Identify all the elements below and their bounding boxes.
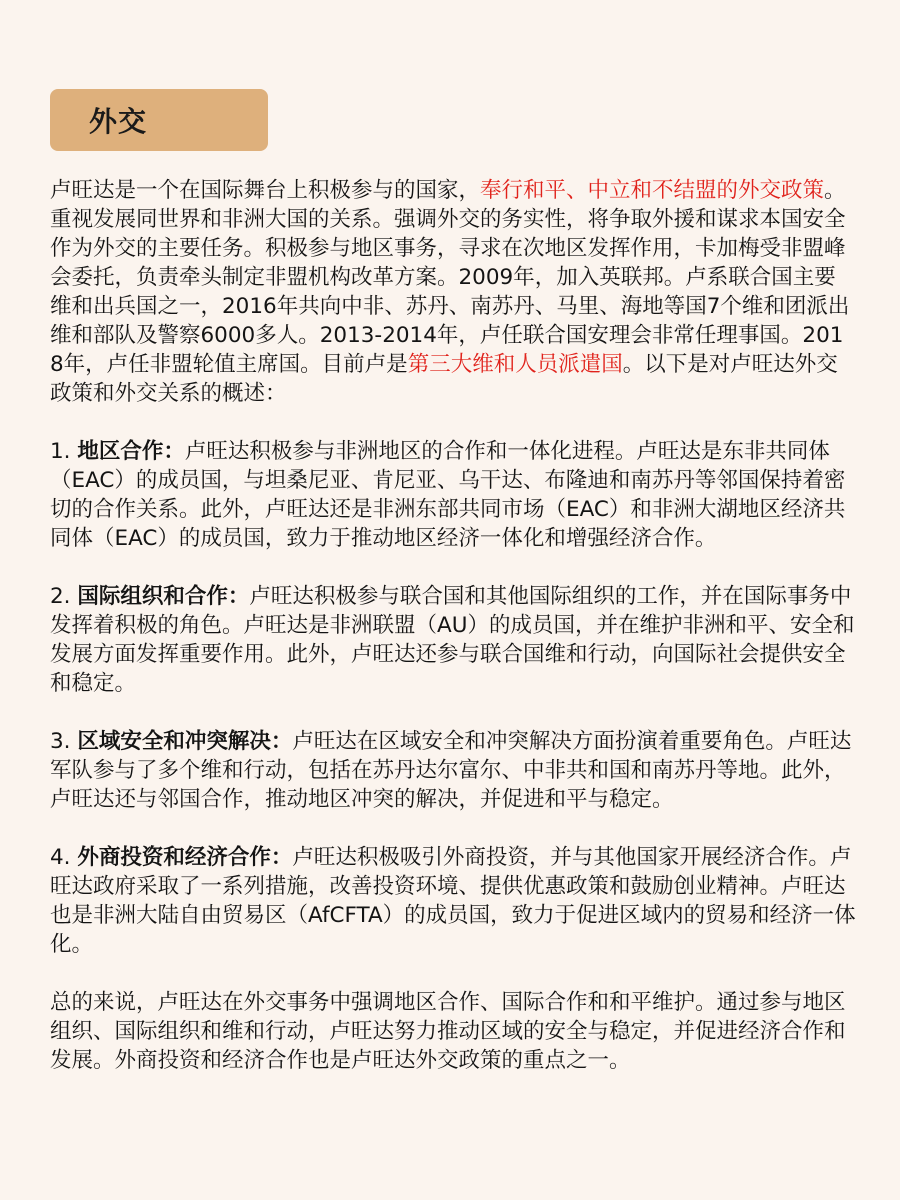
section-number: 2.	[50, 584, 78, 609]
intro-paragraph	[50, 176, 856, 408]
section-international-organizations	[50, 582, 856, 698]
section-text: 卢旺达积极吸引外商投资，并与其他国家开展经济合作。卢旺达政府采取了一系列措施，改善投资环境、提供优惠政策和鼓励创业精神。卢旺达也是非洲大陆自由贸易区（AfCFTA）的成员国，致力于促进区域内的贸易和经济一体化。	[50, 845, 856, 957]
intro-highlight-1: 奉行和平、中立和不结盟的外交政策	[480, 178, 825, 203]
section-regional-security	[50, 727, 856, 814]
section-heading: 国际组织和合作：	[77, 584, 250, 609]
section-regional-cooperation	[50, 437, 856, 553]
intro-text-1: 卢旺达是一个在国际舞台上积极参与的国家，	[50, 178, 481, 203]
section-number: 3.	[50, 729, 78, 754]
section-number: 1.	[50, 439, 78, 464]
article-body	[50, 176, 856, 1104]
intro-highlight-2: 第三大维和人员派遣国	[407, 352, 623, 377]
title-badge	[50, 89, 268, 151]
section-text: 卢旺达积极参与联合国和其他国际组织的工作，并在国际事务中发挥着积极的角色。卢旺达是非洲联盟（AU）的成员国，并在维护非洲和平、安全和发展方面发挥重要作用。此外，卢旺达还参与联合国维和行动，向国际社会提供安全和稳定。	[50, 584, 855, 696]
conclusion-paragraph: 总的来说，卢旺达在外交事务中强调地区合作、国际合作和和平维护。通过参与地区组织、国际组织和维和行动，卢旺达努力推动区域的安全与稳定，并促进经济合作和发展。外商投资和经济合作也是卢旺达外交政策的重点之一。	[50, 990, 846, 1073]
intro-text-2: 。重视发展同世界和非洲大国的关系。强调外交的务实性，将争取外援和谋求本国安全作为外交的主要任务。积极参与地区事务，寻求在次地区发挥作用，卡加梅受非盟峰会委托，负责牵头制定非盟机构改革方案。2009年，加入英联邦。卢系联合国主要维和出兵国之一，2016年共向中非、苏丹、南苏丹、马里、海地等国7个维和团派出维和部队及警察6000多人。2013-2014年，卢任联合国安理会非常任理事国。2018年，卢任非盟轮值主席国。目前卢是	[50, 178, 850, 377]
section-heading: 地区合作：	[77, 439, 185, 464]
section-number: 4.	[50, 845, 78, 870]
intro-text-3: 。以下是对卢旺达外交政策和外交关系的概述：	[50, 352, 838, 406]
section-heading: 区域安全和冲突解决：	[77, 729, 293, 754]
section-text: 卢旺达积极参与非洲地区的合作和一体化进程。卢旺达是东非共同体（EAC）的成员国，与坦桑尼亚、肯尼亚、乌干达、布隆迪和南苏丹等邻国保持着密切的合作关系。此外，卢旺达还是非洲东部共同市场（EAC）和非洲大湖地区经济共同体（EAC）的成员国，致力于推动地区经济一体化和增强经济合作。	[50, 439, 846, 551]
page-title: 外交	[89, 105, 148, 138]
section-foreign-investment	[50, 843, 856, 959]
section-heading: 外商投资和经济合作：	[77, 845, 293, 870]
section-text: 卢旺达在区域安全和冲突解决方面扮演着重要角色。卢旺达军队参与了多个维和行动，包括在苏丹达尔富尔、中非共和国和南苏丹等地。此外，卢旺达还与邻国合作，推动地区冲突的解决，并促进和平与稳定。	[50, 729, 852, 812]
